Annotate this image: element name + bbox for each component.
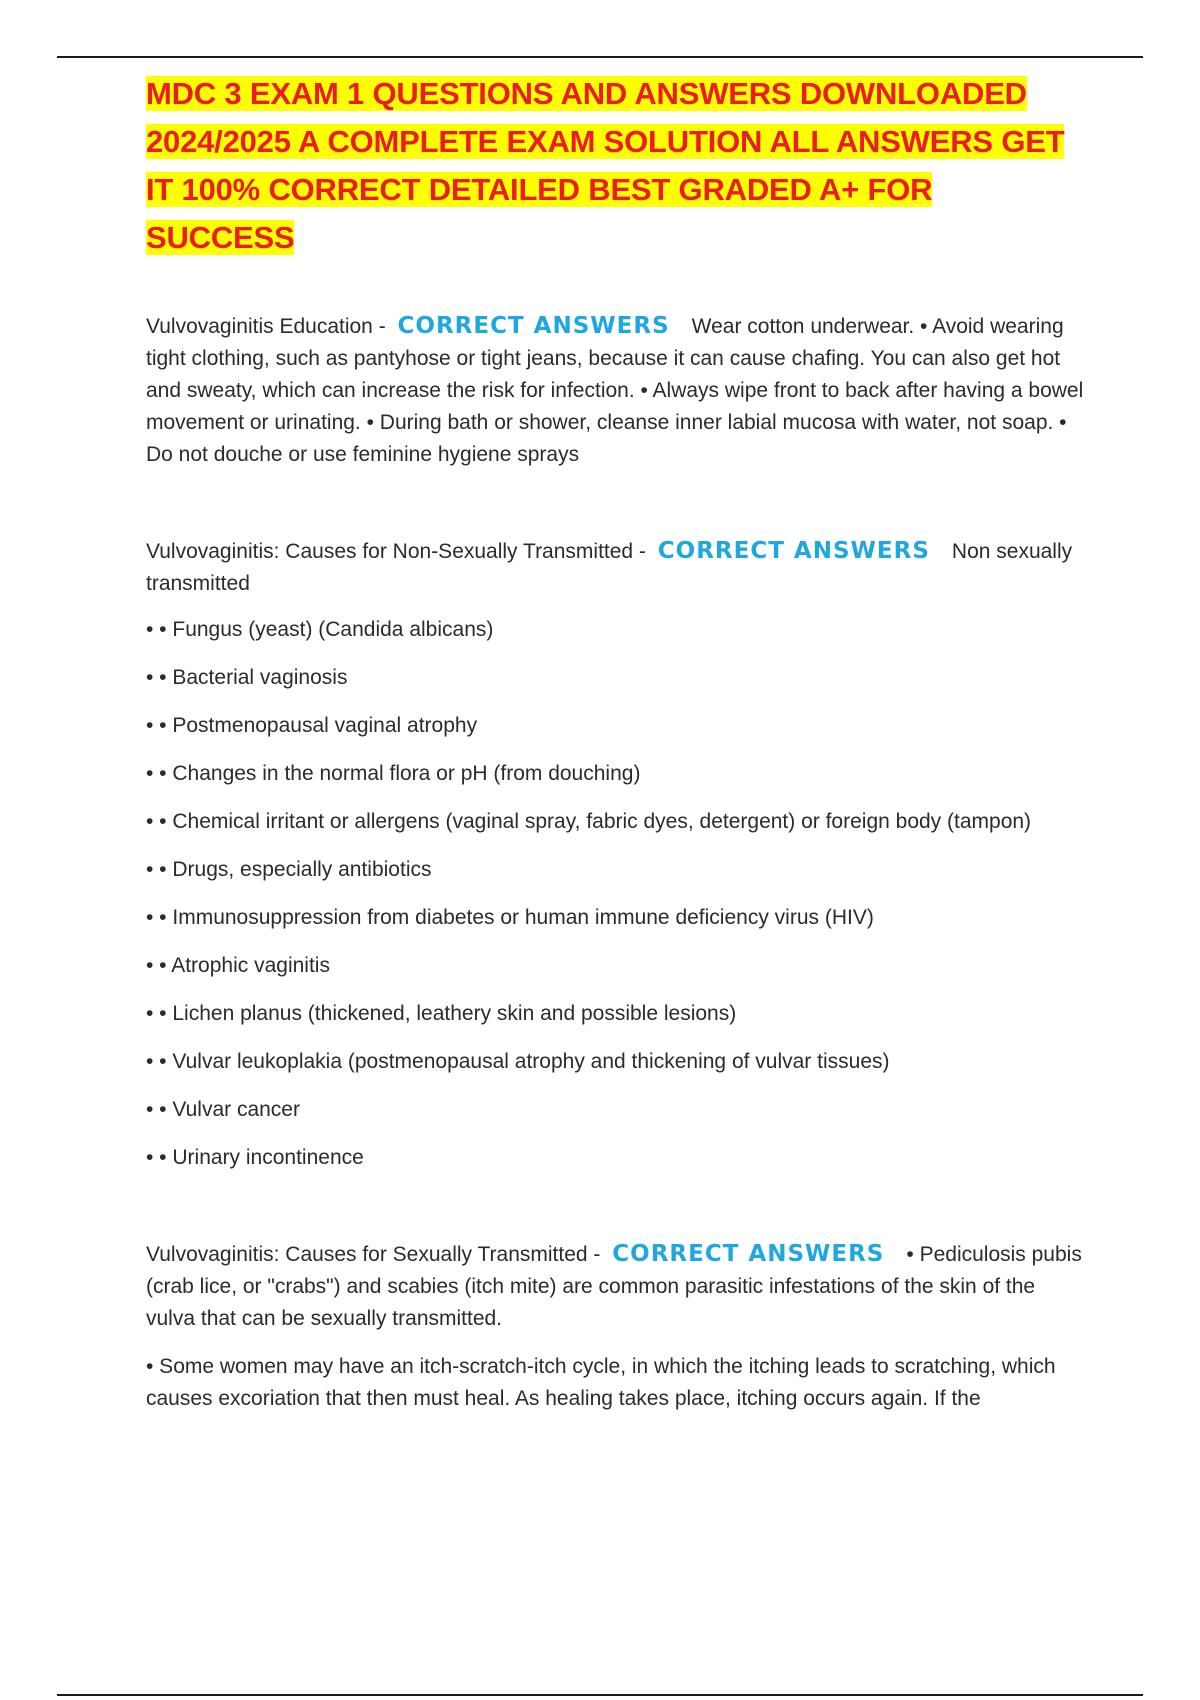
answer-text: Non sexually transmitted xyxy=(146,540,1073,595)
list-item: • • Postmenopausal vaginal atrophy xyxy=(146,714,478,737)
list-item: • • Fungus (yeast) (Candida albicans) xyxy=(146,618,494,641)
document-body xyxy=(146,70,1086,1415)
correct-answers-tag: CORRECT ANSWERS xyxy=(657,538,930,564)
qa-item-education xyxy=(146,310,1086,471)
question-text: Vulvovaginitis: Causes for Non-Sexually Transmitted - xyxy=(146,540,646,563)
qa-text xyxy=(146,535,1086,600)
document-title xyxy=(146,70,1086,262)
list-item: • • Changes in the normal flora or pH (from douching) xyxy=(146,762,641,785)
top-rule xyxy=(57,56,1143,58)
list-item: • • Urinary incontinence xyxy=(146,1146,364,1169)
list-item: • • Chemical irritant or allergens (vaginal spray, fabric dyes, detergent) or foreign body (tampon) xyxy=(146,810,1032,833)
correct-answers-tag: CORRECT ANSWERS xyxy=(397,313,670,339)
answer-text: • Pediculosis pubis (crab lice, or "crabs") and scabies (itch mite) are common parasitic infestations of the skin of the vulva that can be sexually transmitted. xyxy=(146,1243,1082,1330)
qa-item-non-sexual-causes xyxy=(146,535,1086,1174)
question-text: Vulvovaginitis Education - xyxy=(146,315,386,338)
answer-paragraph: • Some women may have an itch-scratch-itch cycle, in which the itching leads to scratching, which causes excoriation that then must heal. As healing takes place, itching occurs again. If the xyxy=(146,1355,1056,1410)
list-item: • • Drugs, especially antibiotics xyxy=(146,858,432,881)
question-text: Vulvovaginitis: Causes for Sexually Transmitted - xyxy=(146,1243,601,1266)
section-spacer xyxy=(146,1190,1086,1238)
causes-list xyxy=(146,614,1086,1174)
correct-answers-tag: CORRECT ANSWERS xyxy=(612,1241,885,1267)
list-item: • • Vulvar cancer xyxy=(146,1098,300,1121)
answer-text: Wear cotton underwear. • Avoid wearing tight clothing, such as pantyhose or tight jeans, because it can cause chafing. You can also get hot and sweaty, which can increase the risk for infection. • Always wipe front to back after having a bowel movement or urinating. • During bath or shower, cleanse inner labial mucosa with water, not soap. • Do not douche or use feminine hygiene sprays xyxy=(146,315,1084,466)
list-item: • • Bacterial vaginosis xyxy=(146,666,348,689)
qa-text xyxy=(146,1238,1086,1335)
list-item: • • Atrophic vaginitis xyxy=(146,954,330,977)
document-title-text: MDC 3 EXAM 1 QUESTIONS AND ANSWERS DOWNLOADED 2024/2025 A COMPLETE EXAM SOLUTION ALL ANSWERS GET IT 100% CORRECT DETAILED BEST GRADED A+ FOR SUCCESS xyxy=(146,76,1065,255)
list-item: • • Immunosuppression from diabetes or human immune deficiency virus (HIV) xyxy=(146,906,874,929)
section-spacer xyxy=(146,471,1086,535)
qa-item-sexual-causes xyxy=(146,1238,1086,1415)
bottom-rule xyxy=(57,1694,1143,1696)
list-item: • • Lichen planus (thickened, leathery skin and possible lesions) xyxy=(146,1002,737,1025)
qa-text xyxy=(146,310,1086,471)
list-item: • • Vulvar leukoplakia (postmenopausal atrophy and thickening of vulvar tissues) xyxy=(146,1050,890,1073)
